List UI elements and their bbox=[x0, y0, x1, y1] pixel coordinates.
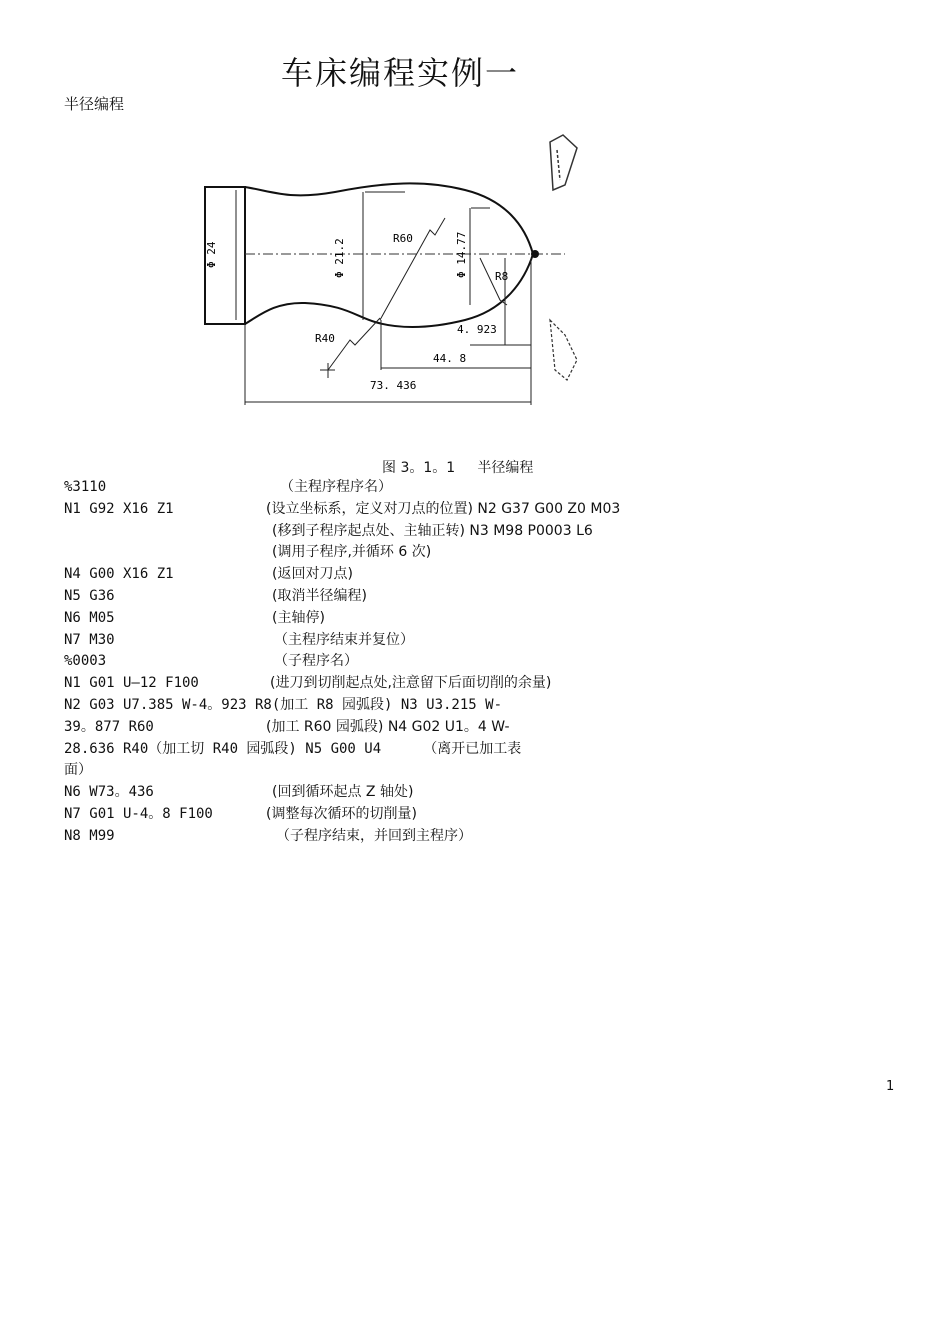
code-line bbox=[64, 760, 824, 782]
code-line bbox=[64, 717, 824, 739]
comment-text: (调用子程序,并循环 6 次) bbox=[272, 544, 432, 561]
dim-d14: Φ 14.77 bbox=[455, 231, 468, 278]
code-line bbox=[64, 477, 824, 499]
code-text: N5 G36 bbox=[64, 587, 115, 604]
code-line bbox=[64, 804, 824, 826]
comment-text: (主轴停) bbox=[272, 609, 325, 626]
comment-text: (回到循环起点 Z 轴处) bbox=[272, 784, 414, 801]
code-line bbox=[64, 651, 824, 673]
lathe-part-drawing bbox=[195, 130, 595, 460]
comment-text: (移到子程序起点处、主轴正转) N3 M98 P0003 L6 bbox=[272, 522, 593, 539]
comment-text: (加工 R60 园弧段) N4 G02 U1。4 W- bbox=[266, 718, 510, 735]
code-text: N7 G01 U-4。8 F100 bbox=[64, 805, 213, 822]
code-text: N4 G00 X16 Z1 bbox=[64, 566, 174, 583]
dimension-lines bbox=[236, 190, 531, 405]
comment-text: (调整每次循环的切削量) bbox=[266, 805, 417, 822]
code-text: N2 G03 U7.385 W-4。923 R8(加工 R8 园弧段) N3 U3.215 W- bbox=[64, 696, 503, 713]
comment-text: (取消半径编程) bbox=[272, 587, 367, 604]
tool-holder-top bbox=[550, 135, 577, 190]
program-listing bbox=[64, 477, 824, 848]
code-text: %3110 bbox=[64, 479, 107, 495]
code-line bbox=[64, 673, 824, 695]
code-text: N6 M05 bbox=[64, 609, 115, 626]
code-line bbox=[64, 739, 824, 761]
comment-text: （子程序名） bbox=[274, 653, 358, 670]
dim-d24: Φ 24 bbox=[205, 241, 218, 268]
dim-r40: R40 bbox=[315, 332, 335, 345]
code-line bbox=[64, 695, 824, 717]
comment-text: （子程序结束，并回到主程序） bbox=[276, 827, 472, 844]
code-line bbox=[64, 564, 824, 586]
comment-text: (设立坐标系，定义对刀点的位置) N2 G37 G00 Z0 M03 bbox=[266, 500, 621, 517]
comment-text: （主程序结束并复位） bbox=[274, 631, 414, 648]
code-text: N8 M99 bbox=[64, 827, 115, 844]
dim-73436: 73. 436 bbox=[370, 379, 417, 392]
page-number: 1 bbox=[886, 1079, 895, 1094]
comment-text: (返回对刀点) bbox=[272, 566, 353, 583]
code-line bbox=[64, 521, 824, 543]
code-line bbox=[64, 499, 824, 521]
code-line bbox=[64, 542, 824, 564]
code-text: 28.636 R40（加工切 R40 园弧段) N5 G00 U4 （离开已加工表 bbox=[64, 740, 522, 757]
code-text: 39。877 R60 bbox=[64, 718, 154, 735]
dim-r8: R8 bbox=[495, 270, 509, 283]
code-text: N6 W73。436 bbox=[64, 784, 154, 801]
page-title: 车床编程实例一 bbox=[280, 54, 519, 92]
code-line bbox=[64, 630, 824, 652]
dim-d21: Φ 21.2 bbox=[333, 238, 346, 278]
dim-r60: R60 bbox=[393, 232, 413, 245]
comment-text: (进刀到切削起点处,注意留下后面切削的余量) bbox=[270, 675, 552, 692]
code-text: N7 M30 bbox=[64, 631, 115, 648]
code-text: 面） bbox=[64, 762, 92, 779]
dim-448: 44. 8 bbox=[433, 352, 467, 365]
part-outline bbox=[205, 183, 533, 327]
comment-text: （主程序程序名） bbox=[280, 479, 392, 495]
dim-4923: 4. 923 bbox=[457, 323, 497, 336]
code-line bbox=[64, 608, 824, 630]
code-line bbox=[64, 586, 824, 608]
side-label: 半径编程 bbox=[64, 95, 125, 113]
tool-holder-bottom bbox=[550, 320, 577, 380]
code-text: %0003 bbox=[64, 653, 107, 670]
figure-caption: 图 3。1。1 半径编程 bbox=[382, 460, 534, 476]
code-line bbox=[64, 782, 824, 804]
code-line bbox=[64, 826, 824, 848]
tool-point bbox=[531, 250, 539, 258]
code-text: N1 G01 U—12 F100 bbox=[64, 675, 199, 692]
code-text: N1 G92 X16 Z1 bbox=[64, 500, 174, 517]
